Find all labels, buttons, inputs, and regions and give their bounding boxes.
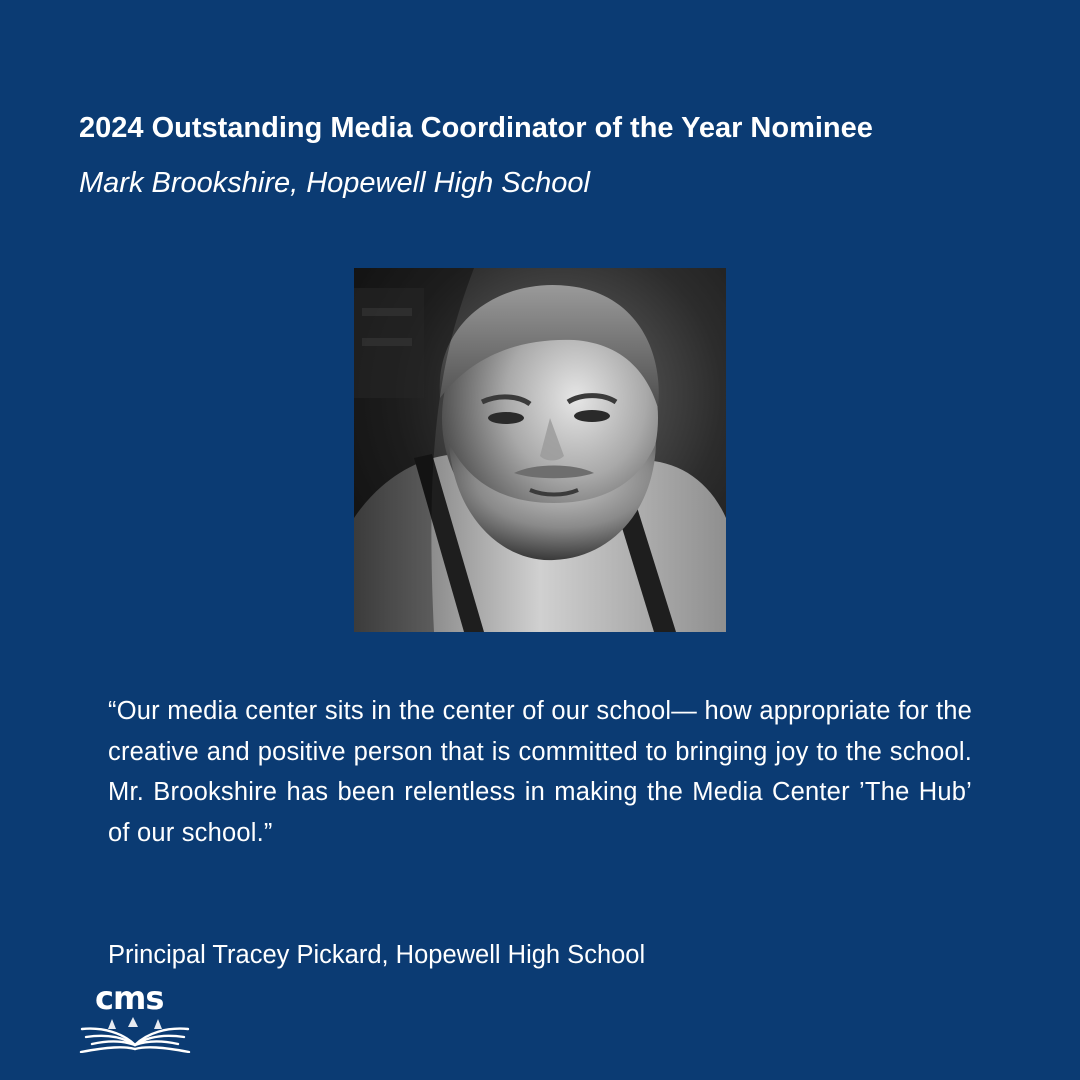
nominee-name: Mark Brookshire, Hopewell High School (79, 167, 590, 199)
quote-attribution: Principal Tracey Pickard, Hopewell High School (108, 941, 646, 969)
open-book-icon (78, 1015, 192, 1053)
page-title: 2024 Outstanding Media Coordinator of the Year Nominee (79, 112, 873, 144)
cms-logo (78, 981, 192, 1053)
portrait-image (354, 268, 726, 632)
logo-wordmark: cms (95, 979, 164, 1017)
nominee-photo (354, 268, 726, 632)
quote-text: “Our media center sits in the center of our school— how appropriate for the creative and positive person that is committed to bringing joy to the school. Mr. Brookshire has been relentless in making the Media Center ’The Hub’ of our school.” (108, 697, 972, 847)
